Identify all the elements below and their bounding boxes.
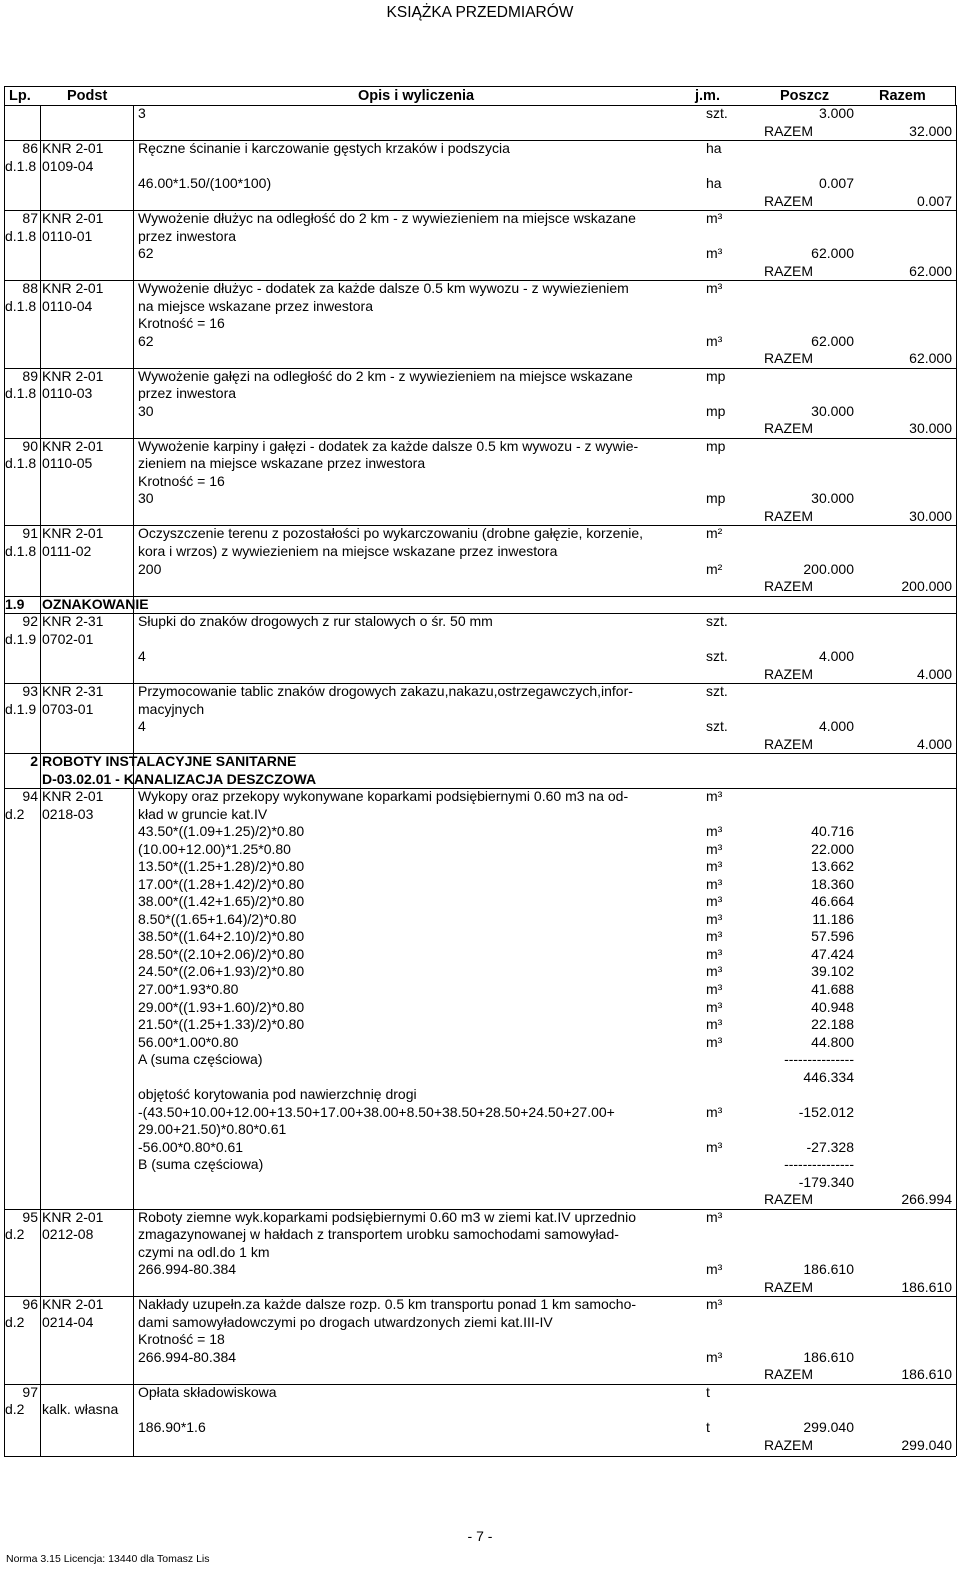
row-jm: m³ (706, 893, 723, 910)
row-lp: 91 (22, 525, 38, 542)
col-jm-header: j.m. (695, 88, 720, 104)
row-jm: m³ (706, 840, 723, 857)
row-podst: KNR 2-01 (42, 140, 104, 157)
row-razem-label: RAZEM (764, 122, 813, 139)
row-opis: 43.50*((1.09+1.25)/2)*0.80 (138, 823, 305, 840)
row-lp: 89 (22, 367, 38, 384)
row-podst: OZNAKOWANIE (42, 595, 149, 612)
row-opis: Słupki do znaków drogowych z rur stalowych o śr. 50 mm (138, 613, 493, 630)
row-lp: 88 (22, 280, 38, 297)
row-jm: m³ (706, 998, 723, 1015)
row-jm: m³ (706, 981, 723, 997)
row-jm: t (706, 1383, 710, 1400)
row-opis: na miejsce wskazane przez inwestora (138, 297, 373, 314)
row-jm: m³ (706, 875, 723, 892)
row-jm: ha (706, 175, 722, 192)
row-opis: Roboty ziemne wyk.koparkami podsiębiernymi 0.60 m3 w ziemi kat.IV uprzednio (138, 1208, 636, 1225)
row-podst: KNR 2-01 (42, 1296, 104, 1313)
row-poszcz: 41.688 (811, 981, 854, 997)
row-razem-label: RAZEM (764, 578, 813, 595)
row-razem-label: RAZEM (764, 665, 813, 682)
row-lp: d.1.9 (5, 630, 37, 647)
col-razem-header: Razem (879, 88, 926, 104)
row-opis: 62 (138, 245, 154, 262)
row-razem-label: RAZEM (764, 420, 813, 437)
row-jm: szt. (706, 613, 728, 630)
row-opis: 27.00*1.93*0.80 (138, 981, 239, 997)
row-jm: m³ (706, 788, 723, 805)
row-opis: 21.50*((1.25+1.33)/2)*0.80 (138, 1016, 305, 1033)
row-lp: d.1.8 (5, 543, 37, 559)
row-jm: m³ (706, 1208, 723, 1225)
row-opis: 30 (138, 490, 154, 507)
row-poszcz: 0.007 (818, 175, 854, 192)
row-jm: m³ (706, 1033, 723, 1050)
row-podst: KNR 2-01 (42, 1208, 104, 1225)
row-jm: mp (706, 490, 726, 507)
row-opis: Wywożenie dłużyc na odległość do 2 km - z wywiezieniem na miejsce wskazane (138, 210, 636, 227)
row-razem-label: RAZEM (764, 262, 813, 279)
row-razem: 299.040 (901, 1436, 952, 1453)
row-razem: 186.610 (901, 1278, 952, 1295)
row-jm: m³ (706, 332, 723, 349)
row-razem: 4.000 (916, 665, 952, 682)
row-podst: KNR 2-31 (42, 613, 104, 630)
row-lp: 1.9 (5, 595, 25, 612)
row-podst: KNR 2-31 (42, 683, 104, 700)
row-lp: d.2 (5, 805, 25, 822)
row-podst: KNR 2-01 (42, 210, 104, 227)
row-jm: m³ (706, 1016, 723, 1033)
row-podst: KNR 2-01 (42, 437, 104, 454)
row-opis: przez inwestora (138, 385, 237, 402)
row-poszcz: 44.800 (811, 1033, 854, 1050)
table-border-bottom (4, 1456, 956, 1457)
row-jm: m³ (706, 1348, 723, 1365)
row-jm: m³ (706, 858, 723, 875)
row-opis: 30 (138, 402, 154, 419)
row-lp: 93 (22, 683, 38, 700)
row-opis: Krotność = 16 (138, 315, 225, 332)
row-lp: 95 (22, 1208, 38, 1225)
row-podst: 0111-02 (42, 543, 92, 559)
row-podst: 0218-03 (42, 805, 94, 822)
col-podst-header: Podst (67, 88, 108, 104)
row-poszcz: 46.664 (811, 893, 854, 910)
row-opis: dami samowyładowczymi po drogach utwardzonych ziemi kat.III-IV (138, 1313, 553, 1330)
row-opis: (10.00+12.00)*1.25*0.80 (138, 840, 291, 857)
row-lp: d.2 (5, 1226, 25, 1243)
row-opis: 29.00*((1.93+1.60)/2)*0.80 (138, 998, 305, 1015)
row-opis: 56.00*1.00*0.80 (138, 1033, 239, 1050)
col-separator-lp (40, 105, 41, 1456)
row-jm: m³ (706, 910, 723, 927)
row-opis: 24.50*((2.06+1.93)/2)*0.80 (138, 963, 305, 980)
row-opis: Przymocowanie tablic znaków drogowych zakazu,nakazu,ostrzegawczych,infor- (138, 683, 633, 700)
row-opis: 38.00*((1.42+1.65)/2)*0.80 (138, 893, 305, 910)
row-lp: 90 (22, 437, 38, 454)
row-jm: szt. (706, 648, 728, 665)
row-lp: d.2 (5, 1401, 25, 1418)
row-razem-label: RAZEM (764, 192, 813, 209)
row-razem: 266.994 (901, 1191, 952, 1208)
row-razem: 62.000 (909, 350, 952, 367)
row-opis: 17.00*((1.28+1.42)/2)*0.80 (138, 875, 305, 892)
row-razem-label: RAZEM (764, 1436, 813, 1453)
row-poszcz: 62.000 (811, 332, 854, 349)
row-jm: m³ (706, 945, 723, 962)
row-poszcz: 47.424 (811, 945, 854, 962)
row-lp: 86 (22, 140, 38, 157)
row-opis: Wywożenie dłużyc - dodatek za każde dalsze 0.5 km wywozu - z wywiezieniem (138, 280, 629, 297)
row-podst: 0109-04 (42, 157, 94, 174)
row-poszcz: 186.610 (803, 1261, 854, 1278)
row-jm: ha (706, 140, 722, 157)
row-podst: ROBOTY INSTALACYJNE SANITARNE (42, 753, 297, 770)
row-poszcz: 22.000 (811, 840, 854, 857)
row-opis: B (suma częściowa) (138, 1156, 264, 1173)
row-poszcz: -27.328 (806, 1138, 854, 1155)
row-razem: 200.000 (901, 578, 952, 595)
row-jm: m³ (706, 245, 723, 262)
row-razem-label: RAZEM (764, 507, 813, 524)
row-razem: 0.007 (916, 192, 952, 209)
row-podst: 0702-01 (42, 630, 94, 647)
row-opis: Ręczne ścinanie i karczowanie gęstych krzaków i podszycia (138, 140, 510, 157)
row-jm: m² (706, 560, 723, 577)
row-poszcz: 13.662 (811, 858, 854, 875)
row-poszcz: 18.360 (811, 875, 854, 892)
row-podst: 0110-04 (42, 297, 93, 314)
row-podst: KNR 2-01 (42, 525, 104, 542)
row-jm: m³ (706, 1296, 723, 1313)
row-poszcz: 186.610 (803, 1348, 854, 1365)
row-opis: 3 (138, 105, 146, 121)
row-poszcz: --------------- (784, 1051, 854, 1068)
row-opis: zmagazynowanej w hałdach z transportem urobku samochodami samowyład- (138, 1226, 619, 1243)
row-poszcz: 3.000 (818, 105, 854, 121)
row-opis: 29.00+21.50)*0.80*0.61 (138, 1121, 287, 1138)
row-razem: 186.610 (901, 1366, 952, 1383)
row-opis: kład w gruncie kat.IV (138, 805, 268, 822)
row-razem: 4.000 (916, 735, 952, 752)
col-lp-header: Lp. (9, 88, 31, 104)
row-jm: szt. (706, 718, 728, 735)
row-poszcz: 200.000 (803, 560, 854, 577)
row-razem: 32.000 (909, 122, 952, 139)
row-opis: 62 (138, 332, 154, 349)
row-lp: d.1.8 (5, 157, 37, 174)
row-jm: m³ (706, 210, 723, 227)
row-razem-label: RAZEM (764, 1278, 813, 1295)
row-lp: 87 (22, 210, 38, 227)
row-lp: 92 (22, 613, 38, 630)
row-jm: m² (706, 525, 723, 542)
row-opis: -56.00*0.80*0.61 (138, 1138, 244, 1155)
col-opis-header: Opis i wyliczenia (358, 88, 475, 104)
row-poszcz: --------------- (784, 1156, 854, 1173)
row-opis: 28.50*((2.10+2.06)/2)*0.80 (138, 945, 305, 962)
license-info: Norma 3.15 Licencja: 13440 dla Tomasz Lis (6, 1553, 210, 1565)
row-poszcz: 40.948 (811, 998, 854, 1015)
row-razem-label: RAZEM (764, 735, 813, 752)
row-opis: czymi na odl.do 1 km (138, 1243, 270, 1260)
row-jm: mp (706, 367, 726, 384)
row-jm: m³ (706, 1138, 723, 1155)
row-lp: d.1.8 (5, 227, 37, 244)
row-podst: 0110-03 (42, 385, 93, 402)
row-lp: 96 (22, 1296, 38, 1313)
row-poszcz: 39.102 (811, 963, 854, 980)
row-jm: m³ (706, 823, 723, 840)
row-opis: Oczyszczenie terenu z pozostałości po wykarczowaniu (drobne gałęzie, korzenie, (138, 525, 644, 542)
row-razem: 30.000 (909, 507, 952, 524)
row-opis: 13.50*((1.25+1.28)/2)*0.80 (138, 858, 305, 875)
row-razem: 30.000 (909, 420, 952, 437)
row-lp: d.1.8 (5, 385, 37, 402)
page-number: - 7 - (467, 1528, 493, 1544)
row-podst: KNR 2-01 (42, 280, 104, 297)
row-jm: m³ (706, 280, 723, 297)
row-razem-label: RAZEM (764, 1191, 813, 1208)
row-poszcz: 446.334 (803, 1068, 854, 1085)
row-opis: zieniem na miejsce wskazane przez inwestora (138, 455, 426, 472)
row-opis: A (suma częściowa) (138, 1051, 263, 1068)
row-poszcz: 4.000 (818, 648, 854, 665)
row-podst: kalk. własna (42, 1401, 119, 1418)
row-opis: 4 (138, 718, 146, 735)
col-poszcz-header: Poszcz (780, 88, 830, 104)
row-podst: 0110-01 (42, 227, 93, 244)
row-podst: KNR 2-01 (42, 788, 104, 805)
page-title: KSIĄŻKA PRZEDMIARÓW (386, 4, 574, 21)
row-opis: Nakłady uzupełn.za każde dalsze rozp. 0.5 km transportu ponad 1 km samocho- (138, 1296, 637, 1313)
row-opis: Krotność = 18 (138, 1331, 225, 1348)
row-jm: t (706, 1419, 710, 1435)
row-lp: d.2 (5, 1313, 25, 1330)
row-poszcz: 57.596 (811, 928, 854, 945)
row-opis: Opłata składowiskowa (138, 1383, 277, 1400)
row-jm: mp (706, 402, 726, 419)
row-jm: m³ (706, 928, 723, 945)
row-lp: d.1.9 (5, 700, 37, 717)
row-jm: szt. (706, 683, 728, 700)
row-podst: 0110-05 (42, 455, 93, 472)
row-poszcz: 62.000 (811, 245, 854, 262)
row-opis: 200 (138, 560, 162, 577)
row-opis: 266.994-80.384 (138, 1348, 237, 1365)
row-podst: 0214-04 (42, 1313, 94, 1330)
row-opis: macyjnych (138, 700, 205, 717)
row-opis: 46.00*1.50/(100*100) (138, 175, 272, 192)
row-poszcz: -152.012 (798, 1103, 854, 1120)
row-poszcz: 22.188 (811, 1016, 854, 1033)
row-jm: mp (706, 437, 726, 454)
row-opis: Wywożenie gałęzi na odległość do 2 km - z wywiezieniem na miejsce wskazane (138, 367, 633, 384)
row-podst: 0212-08 (42, 1226, 94, 1243)
row-jm: m³ (706, 1261, 723, 1278)
row-podst: 0703-01 (42, 700, 94, 717)
row-lp: d.1.8 (5, 297, 37, 314)
row-poszcz: 299.040 (803, 1419, 854, 1435)
row-podst: D-03.02.01 - KANALIZACJA DESZCZOWA (42, 770, 317, 787)
row-opis: 38.50*((1.64+2.10)/2)*0.80 (138, 928, 305, 945)
row-opis: Wykopy oraz przekopy wykonywane koparkami podsiębiernymi 0.60 m3 na od- (138, 788, 629, 805)
table-header (4, 86, 956, 106)
row-jm: m³ (706, 1103, 723, 1120)
row-poszcz: 30.000 (811, 490, 854, 507)
row-poszcz: 40.716 (811, 823, 854, 840)
row-lp: 97 (22, 1383, 38, 1400)
row-opis: 4 (138, 648, 146, 665)
row-lp: d.1.8 (5, 455, 37, 472)
row-razem-label: RAZEM (764, 1366, 813, 1383)
row-opis: Wywożenie karpiny i gałęzi - dodatek za każde dalsze 0.5 km wywozu - z wywie- (138, 437, 639, 454)
row-opis: objętość korytowania pod nawierzchnię drogi (138, 1086, 417, 1103)
row-razem: 62.000 (909, 262, 952, 279)
row-lp: 2 (30, 753, 38, 770)
row-opis: kora i wrzos) z wywiezieniem na miejsce wskazane przez inwestora (138, 543, 558, 559)
row-razem-label: RAZEM (764, 350, 813, 367)
table-border-right (956, 105, 957, 1456)
row-opis: 186.90*1.6 (138, 1419, 206, 1435)
row-poszcz: 30.000 (811, 402, 854, 419)
row-opis: 266.994-80.384 (138, 1261, 237, 1278)
row-poszcz: 4.000 (818, 718, 854, 735)
row-poszcz: -179.340 (798, 1173, 854, 1190)
row-opis: -(43.50+10.00+12.00+13.50+17.00+38.00+8.50+38.50+28.50+24.50+27.00+ (138, 1103, 615, 1120)
row-jm: szt. (706, 105, 728, 121)
row-podst: KNR 2-01 (42, 367, 104, 384)
row-opis: 8.50*((1.65+1.64)/2)*0.80 (138, 910, 297, 927)
row-opis: Krotność = 16 (138, 472, 225, 489)
row-lp: 94 (22, 788, 38, 805)
row-jm: m³ (706, 963, 723, 980)
row-opis: przez inwestora (138, 227, 237, 244)
row-poszcz: 11.186 (812, 910, 854, 927)
